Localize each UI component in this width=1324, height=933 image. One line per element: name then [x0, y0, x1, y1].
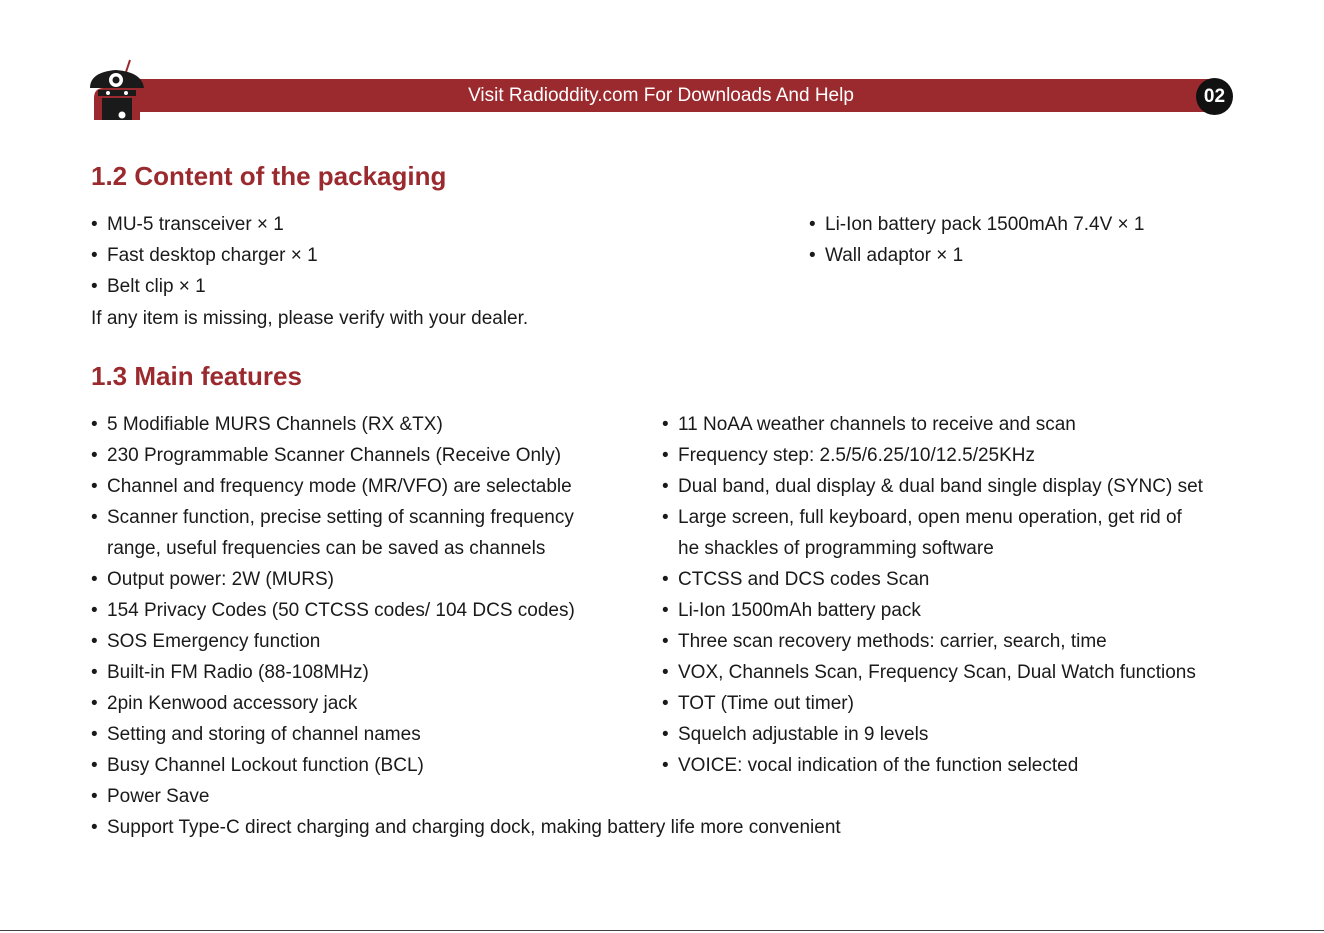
list-item-text: Busy Channel Lockout function (BCL): [107, 755, 424, 776]
list-item-continuation: range, useful frequencies can be saved as channels: [107, 538, 546, 559]
features-section-title: 1.3 Main features: [91, 361, 302, 391]
list-item-text: Support Type-C direct charging and charging dock, making battery life more convenient: [107, 817, 841, 838]
bullet-icon: •: [662, 724, 669, 745]
list-item-text: TOT (Time out timer): [678, 693, 854, 714]
bullet-icon: •: [662, 662, 669, 683]
packaging-list-right: [809, 209, 1145, 271]
list-item: [662, 719, 1203, 750]
list-item: [662, 657, 1203, 688]
bullet-icon: •: [91, 245, 98, 266]
features-list-right: [662, 409, 1203, 781]
list-item-text: Frequency step: 2.5/5/6.25/10/12.5/25KHz: [678, 445, 1036, 466]
list-item-text: Output power: 2W (MURS): [107, 569, 334, 590]
list-item: [662, 471, 1203, 502]
list-item-text: Squelch adjustable in 9 levels: [678, 724, 929, 745]
bottom-rule: [0, 930, 1324, 931]
list-item-text: 5 Modifiable MURS Channels (RX &TX): [107, 414, 443, 435]
packaging-note: If any item is missing, please verify with your dealer.: [91, 308, 529, 329]
bullet-icon: •: [91, 724, 98, 745]
bullet-icon: •: [91, 414, 98, 435]
list-item: [662, 564, 1203, 595]
bullet-icon: •: [91, 569, 98, 590]
list-item: [91, 240, 318, 271]
list-item: [662, 750, 1203, 781]
bullet-icon: •: [662, 631, 669, 652]
radio-mascot-icon: [86, 58, 148, 122]
list-item: [662, 502, 1203, 533]
bullet-icon: •: [662, 414, 669, 435]
list-item-text: Dual band, dual display & dual band single display (SYNC) set: [678, 476, 1203, 497]
bullet-icon: •: [662, 755, 669, 776]
list-item: [91, 812, 841, 843]
bullet-icon: •: [91, 600, 98, 621]
list-item-text: Fast desktop charger × 1: [107, 245, 318, 266]
list-item-text: Three scan recovery methods: carrier, search, time: [678, 631, 1107, 652]
list-item: [809, 209, 1145, 240]
bullet-icon: •: [662, 445, 669, 466]
list-item-text: Setting and storing of channel names: [107, 724, 421, 745]
list-item-text: CTCSS and DCS codes Scan: [678, 569, 930, 590]
bullet-icon: •: [91, 755, 98, 776]
list-item-continuation: he shackles of programming software: [678, 538, 994, 559]
list-item-text: Li-Ion 1500mAh battery pack: [678, 600, 921, 621]
bullet-icon: •: [91, 214, 98, 235]
header-title: Visit Radioddity.com For Downloads And Help: [468, 85, 854, 106]
packaging-list-left: [91, 209, 318, 302]
list-item-text: MU-5 transceiver × 1: [107, 214, 284, 235]
list-item-text: 154 Privacy Codes (50 CTCSS codes/ 104 DCS codes): [107, 600, 575, 621]
list-item-text: 11 NoAA weather channels to receive and scan: [678, 414, 1076, 435]
page-number-badge: 02: [1196, 78, 1233, 115]
bullet-icon: •: [662, 569, 669, 590]
bullet-icon: •: [91, 476, 98, 497]
bullet-icon: •: [91, 276, 98, 297]
bullet-icon: •: [809, 245, 816, 266]
list-item: [91, 271, 318, 302]
bullet-icon: •: [91, 662, 98, 683]
list-item-text: Channel and frequency mode (MR/VFO) are selectable: [107, 476, 572, 497]
list-item-text: 2pin Kenwood accessory jack: [107, 693, 358, 714]
list-item-text: VOICE: vocal indication of the function selected: [678, 755, 1079, 776]
list-item: [662, 688, 1203, 719]
list-item: [662, 595, 1203, 626]
list-item-text: Scanner function, precise setting of scanning frequency: [107, 507, 574, 528]
list-item: [662, 440, 1203, 471]
list-item: [91, 209, 318, 240]
list-item: [662, 626, 1203, 657]
bullet-icon: •: [662, 600, 669, 621]
packaging-section-title: 1.2 Content of the packaging: [91, 161, 447, 191]
list-item-text: 230 Programmable Scanner Channels (Receive Only): [107, 445, 562, 466]
bullet-icon: •: [91, 631, 98, 652]
bullet-icon: •: [809, 214, 816, 235]
list-item-text: Wall adaptor × 1: [825, 245, 964, 266]
list-item: [809, 240, 1145, 271]
list-item-text: Belt clip × 1: [107, 276, 206, 297]
bullet-icon: •: [91, 786, 98, 807]
bullet-icon: •: [91, 817, 98, 838]
bullet-icon: •: [91, 507, 98, 528]
bullet-icon: •: [91, 693, 98, 714]
list-item-text: Power Save: [107, 786, 210, 807]
bullet-icon: •: [662, 476, 669, 497]
bullet-icon: •: [662, 693, 669, 714]
list-item: [662, 409, 1203, 440]
list-item-text: Large screen, full keyboard, open menu operation, get rid of: [678, 507, 1182, 528]
list-item-text: Li-Ion battery pack 1500mAh 7.4V × 1: [825, 214, 1145, 235]
list-item: [91, 781, 841, 812]
bullet-icon: •: [662, 507, 669, 528]
bullet-icon: •: [91, 445, 98, 466]
list-item-text: SOS Emergency function: [107, 631, 321, 652]
list-item-text: VOX, Channels Scan, Frequency Scan, Dual Watch functions: [678, 662, 1196, 683]
list-item-text: Built-in FM Radio (88-108MHz): [107, 662, 369, 683]
